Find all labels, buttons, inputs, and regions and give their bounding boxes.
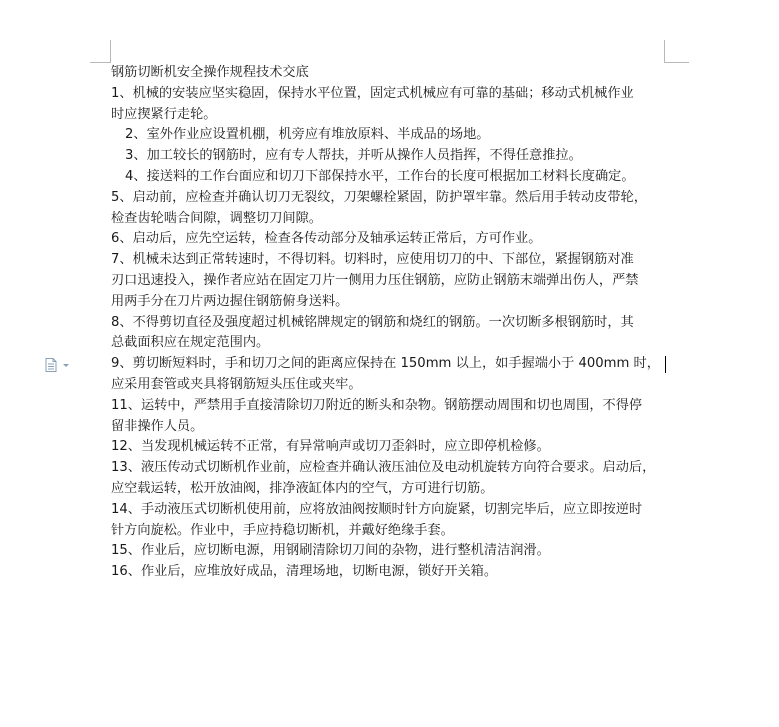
- top-left-crop-mark: [90, 40, 111, 63]
- paragraph-line: 3、加工较长的钢筋时，应有专人帮扶，并听从操作人员指挥，不得任意推拉。: [125, 148, 582, 164]
- paragraph-line: 5、启动前，应检查并确认切刀无裂纹，刀架螺栓紧固，防护罩牢靠。然后用手转动皮带轮，: [111, 189, 647, 205]
- paragraph-line: 检查齿轮啮合间隙，调整切刀间隙。: [111, 210, 322, 226]
- paragraph-line: 11、运转中，严禁用手直接清除切刀附近的断头和杂物。钢筋摆动周围和切也周围，不得停: [111, 397, 643, 413]
- paragraph-line: 9、剪切断短料时，手和切刀之间的距离应保持在 150mm 以上，如手握端小于 400mm 时，: [111, 356, 660, 372]
- document-body[interactable]: [111, 63, 671, 583]
- document-title: 钢筋切断机安全操作规程技术交底: [111, 65, 309, 80]
- paragraph-line: 16、作业后，应堆放好成品，清理场地，切断电源，锁好开关箱。: [111, 564, 498, 580]
- top-right-crop-mark: [664, 40, 689, 63]
- paragraph-lines: [111, 84, 671, 583]
- paragraph-options-icon[interactable]: [44, 358, 74, 372]
- paragraph-line: 时应揳紧行走轮。: [111, 106, 217, 122]
- paragraph-line: 用两手分在刀片两边握住钢筋俯身送料。: [111, 293, 349, 309]
- paragraph-line: 总截面积应在规定范围内。: [111, 335, 270, 351]
- paragraph-line: 2、室外作业应设置机棚，机旁应有堆放原料、半成品的场地。: [125, 127, 490, 143]
- paragraph-line: 应采用套管或夹具将钢筋短头压住或夹牢。: [111, 376, 362, 392]
- paragraph-line: 应空载运转，松开放油阀，排净液缸体内的空气，方可进行切筋。: [111, 480, 494, 496]
- paragraph-line: 针方向旋松。作业中，手应持稳切断机，并戴好绝缘手套。: [111, 522, 454, 538]
- paragraph-line: 1、机械的安装应坚实稳固，保持水平位置，固定式机械应有可靠的基础；移动式机械作业: [111, 85, 634, 101]
- text-cursor: [665, 356, 666, 373]
- paragraph-line: 8、不得剪切直径及强度超过机械铭牌规定的钢筋和烧红的钢筋。一次切断多根钢筋时，其: [111, 314, 634, 330]
- paragraph-line: 15、作业后，应切断电源，用钢刷清除切刀间的杂物，进行整机清洁润滑。: [111, 543, 550, 559]
- paragraph-line: 刃口迅速投入，操作者应站在固定刀片一侧用力压住钢筋，应防止钢筋末端弹出伤人，严禁: [111, 272, 639, 288]
- paragraph-line: 12、当发现机械运转不正常，有异常响声或切刀歪斜时，应立即停机检修。: [111, 439, 550, 455]
- paragraph-line: 7、机械未达到正常转速时，不得切料。切料时，应使用切刀的中、下部位，紧握钢筋对准: [111, 252, 634, 268]
- paragraph-line: 留非操作人员。: [111, 418, 204, 434]
- paragraph-line: 13、液压传动式切断机作业前，应检查并确认液压油位及电动机旋转方向符合要求。启动后，: [111, 460, 656, 476]
- paragraph-line: 4、接送料的工作台面应和切刀下部保持水平，工作台的长度可根据加工材料长度确定。: [125, 168, 635, 184]
- paragraph-line: 6、启动后，应先空运转，检查各传动部分及轴承运转正常后，方可作业。: [111, 231, 542, 247]
- paragraph-line: 14、手动液压式切断机使用前，应将放油阀按顺时针方向旋紧，切割完毕后，应立即按逆时: [111, 501, 643, 517]
